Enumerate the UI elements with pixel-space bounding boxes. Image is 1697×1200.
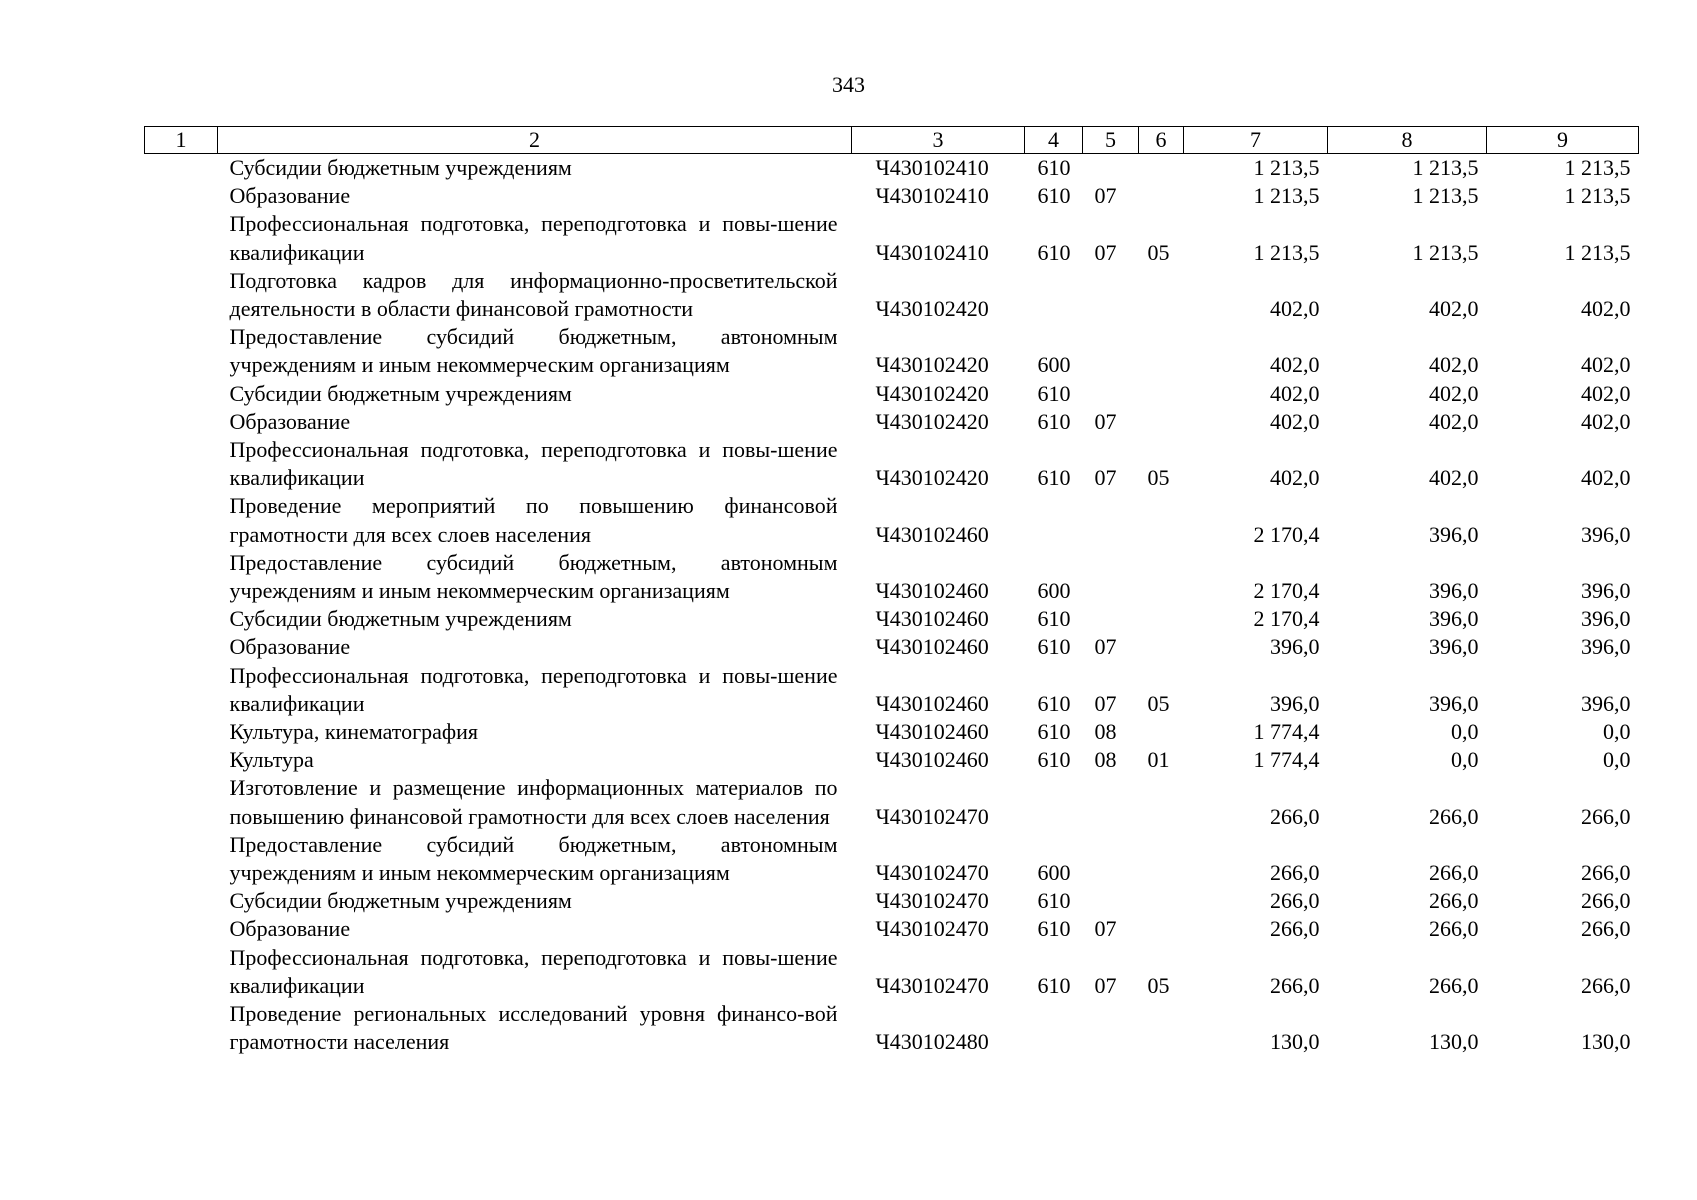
- row-code-cell: Ч430102460: [875, 578, 989, 604]
- row-amount-2-cell: 396,0: [1429, 634, 1479, 660]
- row-subsection-cell: [1139, 408, 1184, 436]
- row-code-cell: Ч430102480: [875, 1029, 989, 1055]
- row-col-1-cell: [145, 915, 218, 943]
- row-expense-type-cell: [1025, 267, 1083, 323]
- row-code-cell: Ч430102420: [875, 408, 989, 434]
- row-amount-2-cell: 266,0: [1429, 972, 1479, 998]
- row-name-cell: Образование: [229, 916, 351, 942]
- page-number: 343: [832, 72, 865, 97]
- row-amount-2-cell: 396,0: [1429, 521, 1479, 547]
- row-amount-2-cell: 1 213,5: [1412, 155, 1479, 180]
- table-row: [145, 492, 1639, 548]
- row-amount-2-cell: 266,0: [1429, 860, 1479, 886]
- table-row: [145, 831, 1639, 887]
- row-amount-1-cell: 402,0: [1270, 352, 1320, 378]
- row-subsection-cell: [1139, 323, 1184, 379]
- row-amount-2-cell: 1 213,5: [1412, 239, 1479, 265]
- row-code-cell: Ч430102410: [875, 239, 989, 265]
- row-name-cell: Образование: [229, 408, 351, 434]
- row-subsection-cell: [1139, 1000, 1184, 1056]
- row-amount-1-cell: 1 213,5: [1253, 239, 1320, 265]
- row-amount-3-cell: 402,0: [1581, 380, 1631, 406]
- row-name-cell: Проведение мероприятий по повышению финансовой грамотности для всех слоев населения: [229, 493, 838, 547]
- row-amount-3-cell: 396,0: [1581, 634, 1631, 660]
- row-col-1-cell: [145, 605, 218, 633]
- row-col-1-cell: [145, 549, 218, 605]
- row-expense-type-cell: [1025, 774, 1083, 830]
- row-col-1-cell: [145, 662, 218, 718]
- row-section-cell: [1083, 831, 1139, 887]
- table-row: [145, 746, 1639, 774]
- row-name-cell: Культура: [229, 747, 314, 773]
- row-subsection-cell: [1139, 380, 1184, 408]
- row-col-1-cell: [145, 887, 218, 915]
- row-amount-1-cell: 266,0: [1270, 860, 1320, 886]
- row-amount-1-cell: 1 213,5: [1253, 183, 1320, 209]
- row-section-cell: 07: [1094, 916, 1117, 942]
- row-amount-2-cell: 266,0: [1429, 916, 1479, 942]
- row-name-cell: Субсидии бюджетным учреждениям: [229, 888, 572, 914]
- row-subsection-cell: 05: [1147, 239, 1170, 265]
- column-header-7: 7: [1184, 127, 1328, 154]
- row-expense-type-cell: 610: [1037, 690, 1071, 716]
- row-amount-1-cell: 396,0: [1270, 690, 1320, 716]
- row-expense-type-cell: 610: [1037, 183, 1071, 209]
- row-subsection-cell: [1139, 549, 1184, 605]
- row-amount-3-cell: 402,0: [1581, 465, 1631, 491]
- row-amount-2-cell: 0,0: [1451, 747, 1479, 773]
- row-amount-3-cell: 396,0: [1581, 690, 1631, 716]
- row-code-cell: Ч430102470: [875, 803, 989, 829]
- row-section-cell: 08: [1094, 719, 1117, 745]
- header-row: [145, 127, 1639, 154]
- row-amount-2-cell: 1 213,5: [1412, 183, 1479, 209]
- row-amount-3-cell: 396,0: [1581, 578, 1631, 604]
- row-amount-2-cell: 402,0: [1429, 296, 1479, 322]
- row-subsection-cell: [1139, 915, 1184, 943]
- row-section-cell: 07: [1094, 239, 1117, 265]
- row-col-1-cell: [145, 380, 218, 408]
- row-name-cell: Предоставление субсидий бюджетным, автономным учреждениям и иным некоммерческим организациям: [229, 549, 838, 604]
- row-col-1-cell: [145, 182, 218, 210]
- row-subsection-cell: 05: [1147, 972, 1170, 998]
- row-amount-1-cell: 266,0: [1270, 916, 1320, 942]
- row-section-cell: [1083, 605, 1139, 633]
- row-amount-2-cell: 402,0: [1429, 465, 1479, 491]
- row-code-cell: Ч430102420: [875, 296, 989, 322]
- row-expense-type-cell: 600: [1037, 860, 1071, 886]
- row-amount-3-cell: 402,0: [1581, 408, 1631, 434]
- row-name-cell: Культура, кинематография: [229, 719, 479, 745]
- row-subsection-cell: [1139, 154, 1184, 183]
- column-header-5: 5: [1083, 127, 1139, 154]
- row-col-1-cell: [145, 492, 218, 548]
- table-row: [145, 549, 1639, 605]
- row-col-1-cell: [145, 633, 218, 661]
- row-name-cell: Субсидии бюджетным учреждениям: [229, 606, 572, 632]
- table-row: [145, 436, 1639, 492]
- row-name-cell: Образование: [229, 634, 351, 660]
- row-subsection-cell: [1139, 774, 1184, 830]
- row-section-cell: 07: [1094, 690, 1117, 716]
- table-body: [145, 154, 1639, 1057]
- row-expense-type-cell: 610: [1037, 239, 1071, 265]
- row-code-cell: Ч430102460: [875, 719, 989, 745]
- row-code-cell: Ч430102460: [875, 634, 989, 660]
- row-col-1-cell: [145, 746, 218, 774]
- row-col-1-cell: [145, 831, 218, 887]
- budget-table: [144, 126, 1639, 1057]
- table-row: [145, 605, 1639, 633]
- row-code-cell: Ч430102460: [875, 690, 989, 716]
- row-amount-2-cell: 396,0: [1429, 690, 1479, 716]
- row-expense-type-cell: 610: [1037, 465, 1071, 491]
- table-row: [145, 944, 1639, 1000]
- row-amount-1-cell: 1 213,5: [1253, 155, 1320, 180]
- column-header-1: 1: [145, 127, 218, 154]
- row-expense-type-cell: 610: [1037, 634, 1071, 660]
- row-amount-1-cell: 1 774,4: [1253, 747, 1320, 773]
- row-section-cell: 07: [1094, 634, 1117, 660]
- row-code-cell: Ч430102460: [875, 521, 989, 547]
- row-amount-1-cell: 266,0: [1270, 972, 1320, 998]
- row-amount-2-cell: 266,0: [1429, 888, 1479, 914]
- row-amount-3-cell: 0,0: [1603, 719, 1631, 745]
- row-expense-type-cell: 600: [1037, 352, 1071, 378]
- row-amount-3-cell: 266,0: [1581, 803, 1631, 829]
- row-name-cell: Профессиональная подготовка, переподготовка и повы-шение квалификации: [229, 211, 838, 265]
- column-header-2: 2: [218, 127, 852, 154]
- column-header-3: 3: [852, 127, 1025, 154]
- row-expense-type-cell: [1025, 492, 1083, 548]
- row-amount-3-cell: 0,0: [1603, 747, 1631, 773]
- row-expense-type-cell: 610: [1037, 380, 1071, 406]
- row-amount-3-cell: 1 213,5: [1564, 155, 1631, 180]
- row-name-cell: Образование: [229, 183, 351, 209]
- row-expense-type-cell: 610: [1037, 972, 1071, 998]
- row-amount-1-cell: 402,0: [1270, 465, 1320, 491]
- row-col-1-cell: [145, 210, 218, 266]
- row-subsection-cell: 01: [1147, 747, 1170, 773]
- row-subsection-cell: 05: [1147, 690, 1170, 716]
- row-col-1-cell: [145, 408, 218, 436]
- row-name-cell: Предоставление субсидий бюджетным, автономным учреждениям и иным некоммерческим организациям: [229, 831, 838, 886]
- row-amount-1-cell: 2 170,4: [1253, 578, 1320, 604]
- row-code-cell: Ч430102420: [875, 352, 989, 378]
- row-amount-1-cell: 402,0: [1270, 380, 1320, 406]
- row-code-cell: Ч430102420: [875, 380, 989, 406]
- row-amount-3-cell: 402,0: [1581, 296, 1631, 322]
- row-subsection-cell: [1139, 492, 1184, 548]
- row-amount-2-cell: 402,0: [1429, 380, 1479, 406]
- row-amount-1-cell: 402,0: [1270, 408, 1320, 434]
- row-subsection-cell: [1139, 633, 1184, 661]
- row-section-cell: 07: [1094, 183, 1117, 209]
- row-subsection-cell: 05: [1147, 465, 1170, 491]
- row-amount-3-cell: 402,0: [1581, 352, 1631, 378]
- row-expense-type-cell: [1025, 1000, 1083, 1056]
- row-name-cell: Субсидии бюджетным учреждениям: [229, 380, 572, 406]
- table-header: [145, 127, 1639, 154]
- row-amount-1-cell: 1 774,4: [1253, 719, 1320, 745]
- table-row: [145, 633, 1639, 661]
- row-code-cell: Ч430102460: [875, 747, 989, 773]
- table-row: [145, 154, 1639, 183]
- table-row: [145, 267, 1639, 323]
- row-amount-3-cell: 266,0: [1581, 888, 1631, 914]
- row-code-cell: Ч430102410: [875, 155, 989, 180]
- row-section-cell: [1083, 492, 1139, 548]
- table-row: [145, 182, 1639, 210]
- row-code-cell: Ч430102470: [875, 860, 989, 886]
- table-row: [145, 380, 1639, 408]
- row-subsection-cell: [1139, 887, 1184, 915]
- row-name-cell: Предоставление субсидий бюджетным, автономным учреждениям и иным некоммерческим организациям: [229, 324, 838, 378]
- row-code-cell: Ч430102410: [875, 183, 989, 209]
- row-amount-2-cell: 396,0: [1429, 578, 1479, 604]
- row-col-1-cell: [145, 944, 218, 1000]
- table-row: [145, 915, 1639, 943]
- row-amount-1-cell: 130,0: [1270, 1029, 1320, 1055]
- row-code-cell: Ч430102470: [875, 972, 989, 998]
- column-header-6: 6: [1139, 127, 1184, 154]
- row-subsection-cell: [1139, 831, 1184, 887]
- row-section-cell: [1083, 380, 1139, 408]
- row-col-1-cell: [145, 323, 218, 379]
- row-name-cell: Субсидии бюджетным учреждениям: [229, 155, 572, 180]
- row-expense-type-cell: 610: [1037, 155, 1071, 180]
- row-expense-type-cell: 610: [1037, 747, 1071, 773]
- row-section-cell: [1083, 549, 1139, 605]
- row-amount-3-cell: 266,0: [1581, 972, 1631, 998]
- row-amount-1-cell: 2 170,4: [1253, 606, 1320, 632]
- row-subsection-cell: [1139, 267, 1184, 323]
- row-amount-3-cell: 396,0: [1581, 606, 1631, 632]
- column-header-8: 8: [1328, 127, 1487, 154]
- row-amount-3-cell: 1 213,5: [1564, 239, 1631, 265]
- row-expense-type-cell: 610: [1037, 916, 1071, 942]
- row-name-cell: Профессиональная подготовка, переподготовка и повы-шение квалификации: [229, 944, 838, 998]
- row-subsection-cell: [1139, 182, 1184, 210]
- row-expense-type-cell: 610: [1037, 888, 1071, 914]
- row-expense-type-cell: 600: [1037, 578, 1071, 604]
- table-row: [145, 774, 1639, 830]
- row-col-1-cell: [145, 774, 218, 830]
- row-amount-1-cell: 396,0: [1270, 634, 1320, 660]
- row-section-cell: [1083, 887, 1139, 915]
- row-name-cell: Подготовка кадров для информационно-просветительской деятельности в области финансовой грамотности: [229, 267, 838, 322]
- row-col-1-cell: [145, 718, 218, 746]
- row-expense-type-cell: 610: [1037, 606, 1071, 632]
- row-section-cell: [1083, 154, 1139, 183]
- table-row: [145, 210, 1639, 266]
- table-row: [145, 323, 1639, 379]
- row-name-cell: Профессиональная подготовка, переподготовка и повы-шение квалификации: [229, 437, 838, 491]
- row-subsection-cell: [1139, 718, 1184, 746]
- row-section-cell: [1083, 267, 1139, 323]
- row-amount-2-cell: 266,0: [1429, 803, 1479, 829]
- row-amount-2-cell: 396,0: [1429, 606, 1479, 632]
- row-amount-2-cell: 0,0: [1451, 719, 1479, 745]
- row-section-cell: [1083, 774, 1139, 830]
- row-amount-3-cell: 396,0: [1581, 521, 1631, 547]
- row-col-1-cell: [145, 267, 218, 323]
- row-amount-1-cell: 266,0: [1270, 803, 1320, 829]
- table-row: [145, 887, 1639, 915]
- row-col-1-cell: [145, 154, 218, 183]
- table-row: [145, 662, 1639, 718]
- row-amount-3-cell: 266,0: [1581, 860, 1631, 886]
- row-amount-1-cell: 2 170,4: [1253, 521, 1320, 547]
- row-amount-3-cell: 130,0: [1581, 1029, 1631, 1055]
- row-amount-1-cell: 402,0: [1270, 296, 1320, 322]
- row-expense-type-cell: 610: [1037, 408, 1071, 434]
- table-row: [145, 1000, 1639, 1056]
- row-section-cell: 07: [1094, 972, 1117, 998]
- row-expense-type-cell: 610: [1037, 719, 1071, 745]
- row-name-cell: Профессиональная подготовка, переподготовка и повы-шение квалификации: [229, 662, 838, 716]
- row-code-cell: Ч430102460: [875, 606, 989, 632]
- row-amount-2-cell: 402,0: [1429, 352, 1479, 378]
- row-amount-3-cell: 1 213,5: [1564, 183, 1631, 209]
- row-name-cell: Изготовление и размещение информационных материалов по повышению финансовой грамотности для всех слоев населения: [229, 775, 838, 829]
- row-code-cell: Ч430102470: [875, 916, 989, 942]
- row-section-cell: 08: [1094, 747, 1117, 773]
- table-row: [145, 408, 1639, 436]
- row-name-cell: Проведение региональных исследований уровня финансо-вой грамотности населения: [229, 1001, 838, 1055]
- row-amount-2-cell: 130,0: [1429, 1029, 1479, 1055]
- row-code-cell: Ч430102420: [875, 465, 989, 491]
- row-amount-2-cell: 402,0: [1429, 408, 1479, 434]
- column-header-4: 4: [1025, 127, 1083, 154]
- row-code-cell: Ч430102470: [875, 888, 989, 914]
- row-subsection-cell: [1139, 605, 1184, 633]
- row-amount-1-cell: 266,0: [1270, 888, 1320, 914]
- row-section-cell: 07: [1094, 408, 1117, 434]
- table-row: [145, 718, 1639, 746]
- column-header-9: 9: [1487, 127, 1639, 154]
- row-col-1-cell: [145, 1000, 218, 1056]
- row-col-1-cell: [145, 436, 218, 492]
- row-section-cell: [1083, 323, 1139, 379]
- row-amount-3-cell: 266,0: [1581, 916, 1631, 942]
- row-section-cell: 07: [1094, 465, 1117, 491]
- row-section-cell: [1083, 1000, 1139, 1056]
